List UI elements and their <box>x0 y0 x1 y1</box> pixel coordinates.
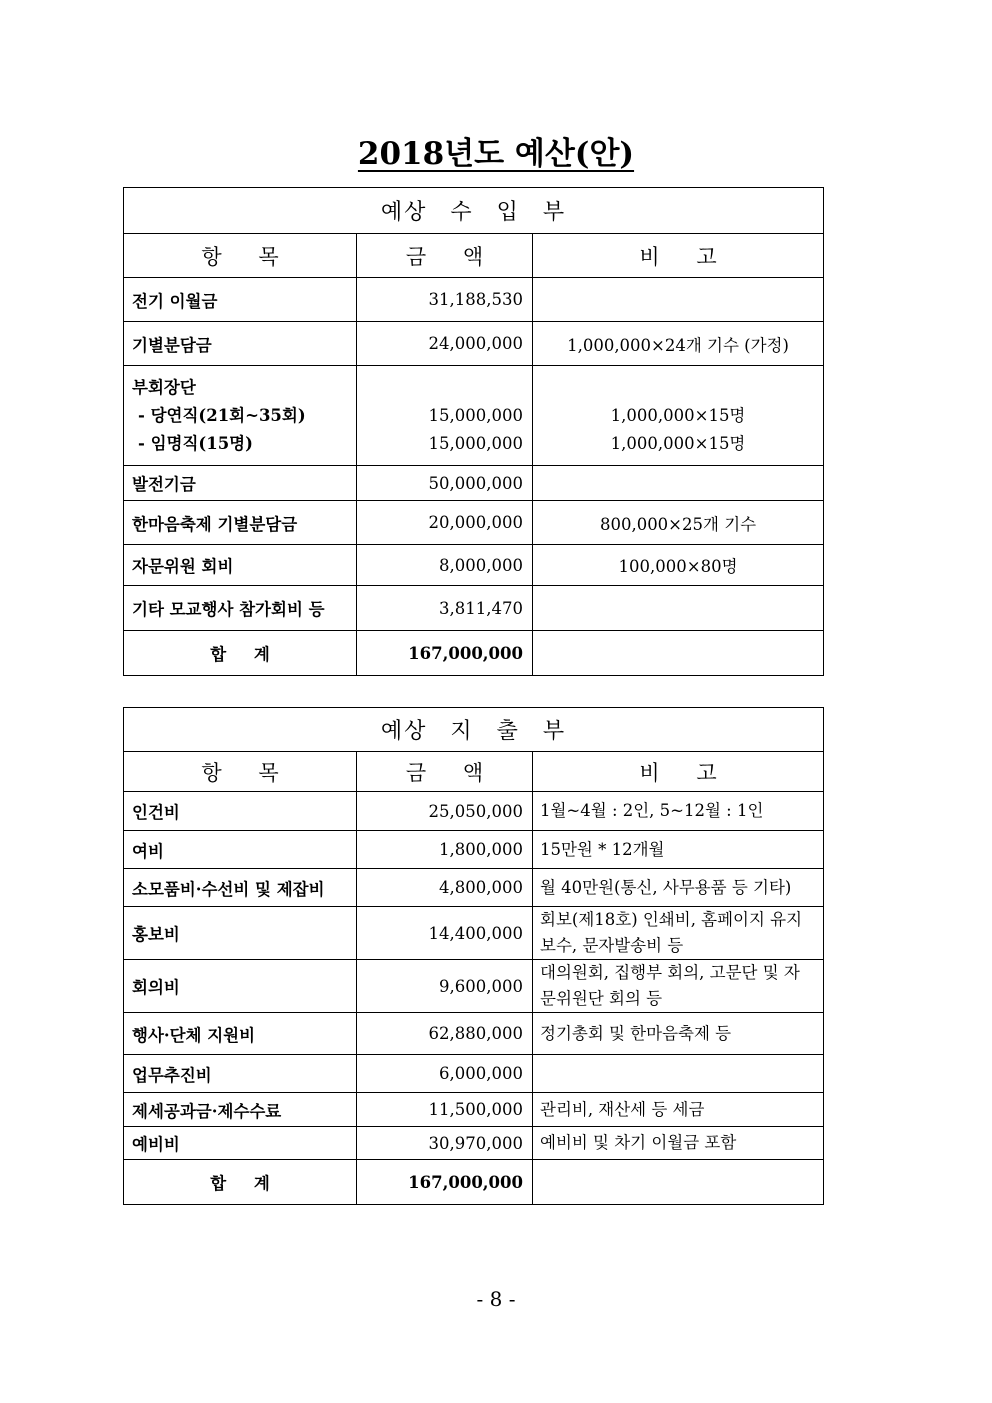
row-note: 회보(제18호) 인쇄비, 홈페이지 유지보수, 문자발송비 등 <box>533 907 824 960</box>
row-amount: 24,000,000 <box>357 322 533 366</box>
table-row <box>124 501 824 545</box>
table-row <box>124 322 824 366</box>
row-item: 발전기금 <box>124 466 357 501</box>
income-section-title: 예상 수 입 부 <box>124 188 824 234</box>
header-item: 항 목 <box>124 234 357 278</box>
row-sub-note: 1,000,000×15명 <box>610 405 746 425</box>
row-amount: 9,600,000 <box>357 960 533 1013</box>
table-row <box>124 466 824 501</box>
income-table <box>123 187 824 676</box>
table-row <box>124 278 824 322</box>
row-amount: 20,000,000 <box>357 501 533 545</box>
table-row <box>124 792 824 831</box>
row-amount: 30,970,000 <box>357 1127 533 1160</box>
table-row <box>124 1013 824 1055</box>
row-amount-group <box>357 366 533 466</box>
table-row <box>124 545 824 586</box>
row-item: 부회장단 <box>132 377 196 397</box>
table-row <box>124 907 824 960</box>
row-note <box>533 466 824 501</box>
total-label: 합 계 <box>124 1160 357 1205</box>
row-note: 1월~4월 : 2인, 5~12월 : 1인 <box>533 792 824 831</box>
row-sub-item: - 임명직(15명) <box>138 433 253 453</box>
total-amount: 167,000,000 <box>357 1160 533 1205</box>
row-amount: 4,800,000 <box>357 869 533 907</box>
row-sub-amount: 15,000,000 <box>428 433 523 453</box>
row-item: 자문위원 회비 <box>124 545 357 586</box>
row-note: 예비비 및 차기 이월금 포함 <box>533 1127 824 1160</box>
table-row <box>124 869 824 907</box>
row-item: 예비비 <box>124 1127 357 1160</box>
row-amount: 50,000,000 <box>357 466 533 501</box>
income-total-row <box>124 631 824 676</box>
page-number: - 8 - <box>476 1287 516 1311</box>
income-section-row <box>124 188 824 234</box>
row-sub-item: - 당연직(21회~35회) <box>138 405 306 425</box>
row-note: 정기총회 및 한마음축제 등 <box>533 1013 824 1055</box>
page-title-text: 2018년도 예산(안) <box>357 136 635 172</box>
row-amount: 11,500,000 <box>357 1093 533 1127</box>
header-amount: 금 액 <box>357 752 533 792</box>
row-note: 대의원회, 집행부 회의, 고문단 및 자문위원단 회의 등 <box>533 960 824 1013</box>
row-item: 기별분담금 <box>124 322 357 366</box>
row-sub-note: 1,000,000×15명 <box>610 433 746 453</box>
income-header-row <box>124 234 824 278</box>
total-amount: 167,000,000 <box>357 631 533 676</box>
total-label: 합 계 <box>124 631 357 676</box>
table-row <box>124 586 824 631</box>
row-amount: 8,000,000 <box>357 545 533 586</box>
row-note: 15만원 * 12개월 <box>533 831 824 869</box>
expense-total-row <box>124 1160 824 1205</box>
row-amount: 1,800,000 <box>357 831 533 869</box>
table-row <box>124 366 824 466</box>
row-item: 전기 이월금 <box>124 278 357 322</box>
row-amount: 14,400,000 <box>357 907 533 960</box>
header-amount: 금 액 <box>357 234 533 278</box>
table-row <box>124 831 824 869</box>
total-note <box>533 1160 824 1205</box>
row-note <box>533 586 824 631</box>
header-note: 비 고 <box>533 752 824 792</box>
table-row <box>124 1055 824 1093</box>
row-amount: 6,000,000 <box>357 1055 533 1093</box>
row-amount: 25,050,000 <box>357 792 533 831</box>
row-item: 기타 모교행사 참가회비 등 <box>124 586 357 631</box>
table-row <box>124 1093 824 1127</box>
expense-section-title: 예상 지 출 부 <box>124 708 824 752</box>
row-amount: 31,188,530 <box>357 278 533 322</box>
row-note <box>533 1055 824 1093</box>
row-item: 홍보비 <box>124 907 357 960</box>
table-row <box>124 960 824 1013</box>
row-amount: 3,811,470 <box>357 586 533 631</box>
row-note: 100,000×80명 <box>533 545 824 586</box>
row-note: 월 40만원(통신, 사무용품 등 기타) <box>533 869 824 907</box>
row-item: 인건비 <box>124 792 357 831</box>
row-item: 한마음축제 기별분담금 <box>124 501 357 545</box>
row-item: 여비 <box>124 831 357 869</box>
header-note: 비 고 <box>533 234 824 278</box>
row-note: 관리비, 재산세 등 세금 <box>533 1093 824 1127</box>
expense-section-row <box>124 708 824 752</box>
row-note: 800,000×25개 기수 <box>533 501 824 545</box>
row-item: 소모품비·수선비 및 제잡비 <box>124 869 357 907</box>
row-item: 행사·단체 지원비 <box>124 1013 357 1055</box>
row-item: 제세공과금·제수수료 <box>124 1093 357 1127</box>
row-item: 업무추진비 <box>124 1055 357 1093</box>
row-sub-amount: 15,000,000 <box>428 405 523 425</box>
total-note <box>533 631 824 676</box>
row-item-group <box>124 366 357 466</box>
expense-header-row <box>124 752 824 792</box>
row-note-group <box>533 366 824 466</box>
row-note <box>533 278 824 322</box>
row-note: 1,000,000×24개 기수 (가정) <box>533 322 824 366</box>
expense-table <box>123 707 824 1205</box>
row-amount: 62,880,000 <box>357 1013 533 1055</box>
row-item: 회의비 <box>124 960 357 1013</box>
table-row <box>124 1127 824 1160</box>
page-title <box>0 128 992 173</box>
header-item: 항 목 <box>124 752 357 792</box>
